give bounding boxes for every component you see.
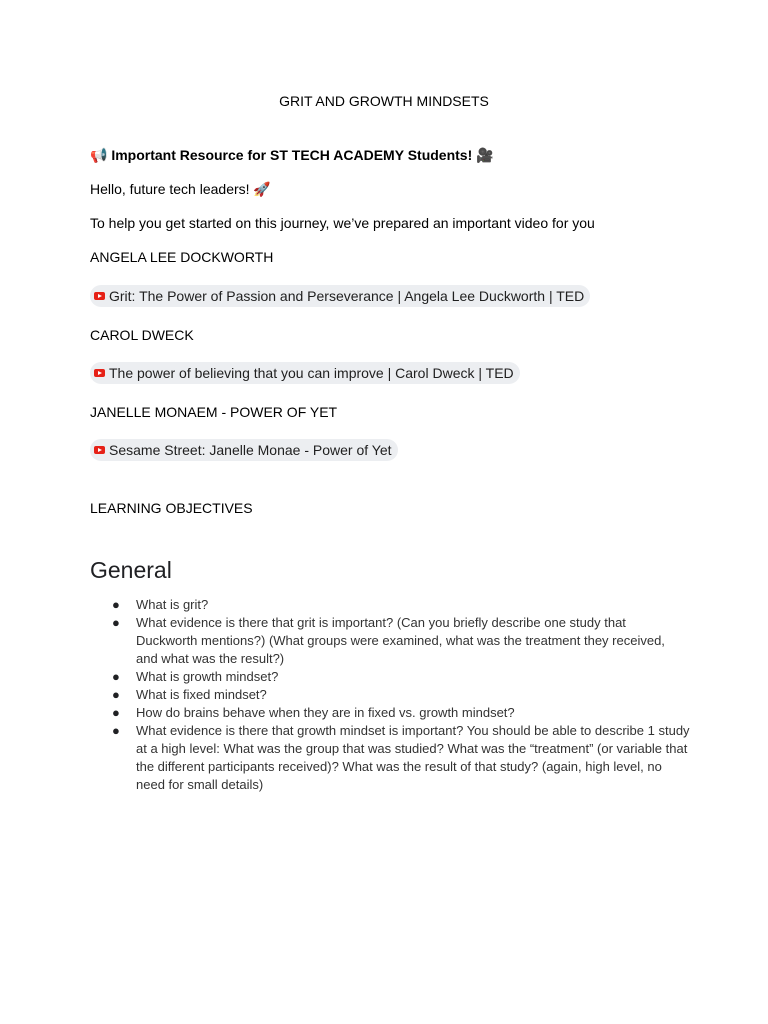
greeting-text: Hello, future tech leaders! — [90, 181, 250, 197]
bullet-icon: ● — [112, 705, 120, 720]
greeting-line — [90, 180, 271, 199]
intro-text: To help you get started on this journey, we’ve prepared an important video for you — [90, 215, 595, 231]
list-item: ● How do brains behave when they are in fixed vs. growth mindset? — [112, 705, 515, 720]
bullet-icon: ● — [112, 615, 120, 630]
video-title: Sesame Street: Janelle Monae - Power of Yet — [109, 442, 392, 458]
section-label-duckworth: ANGELA LEE DOCKWORTH — [90, 249, 274, 265]
video-chip-dweck[interactable] — [90, 362, 520, 384]
video-camera-icon: 🎥 — [476, 148, 494, 164]
section-label-monae: JANELLE MONAEM - POWER OF YET — [90, 404, 338, 420]
list-item: ● What is grit? — [112, 597, 209, 612]
youtube-icon — [94, 446, 105, 454]
learning-objectives-label: LEARNING OBJECTIVES — [90, 500, 253, 516]
video-title: The power of believing that you can improve | Carol Dweck | TED — [109, 365, 514, 381]
megaphone-icon: 📢 — [90, 148, 108, 164]
list-item: ● What is growth mindset? — [112, 669, 279, 684]
list-item: ● What is fixed mindset? — [112, 687, 267, 702]
general-heading: General — [90, 557, 172, 583]
announcement-line — [90, 146, 494, 165]
bullet-icon: ● — [112, 669, 120, 684]
page-title: GRIT AND GROWTH MINDSETS — [279, 93, 489, 109]
announcement-text: Important Resource for ST TECH ACADEMY Students! — [111, 147, 473, 163]
objectives-list — [90, 596, 690, 794]
bullet-icon: ● — [112, 687, 120, 702]
youtube-icon — [94, 369, 105, 377]
list-item: ● What evidence is there that grit is important? (Can you briefly describe one study that Duckworth mentions?) (What groups were examined, what was the treatment they received, and what was the result?) — [112, 615, 665, 666]
section-label-dweck: CAROL DWECK — [90, 327, 194, 343]
video-chip-monae[interactable] — [90, 439, 398, 461]
list-item: ● What evidence is there that growth mindset is important? You should be able to describe 1 study at a high level: What was the group that was studied? What was the “treatment” (or variable that the different participants received)? What was the result of that study? (again, high level, no need for small details) — [112, 723, 690, 792]
video-title: Grit: The Power of Passion and Perseverance | Angela Lee Duckworth | TED — [109, 288, 585, 304]
youtube-icon — [94, 292, 105, 300]
rocket-icon: 🚀 — [253, 182, 271, 198]
video-chip-duckworth[interactable] — [90, 285, 590, 307]
bullet-icon: ● — [112, 597, 120, 612]
bullet-icon: ● — [112, 723, 120, 738]
